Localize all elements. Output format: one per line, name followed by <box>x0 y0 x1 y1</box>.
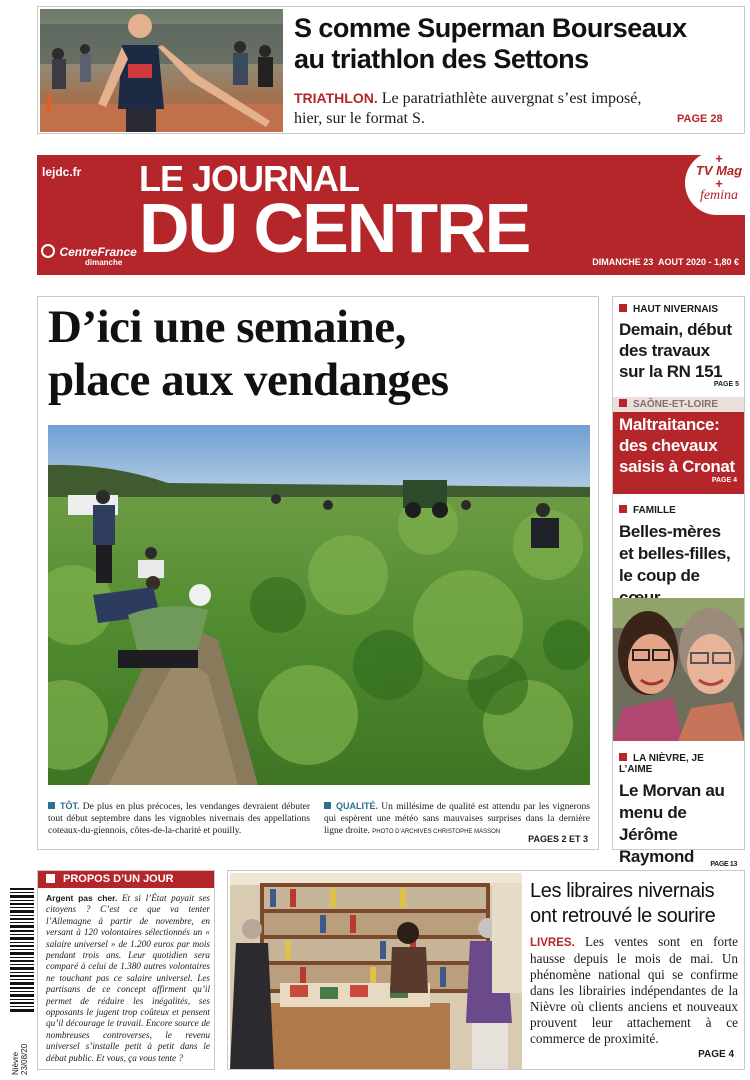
teaser-box[interactable] <box>37 6 745 134</box>
title-line2: DU CENTRE <box>139 189 530 267</box>
cap2-kicker: QUALITÉ. <box>336 801 378 811</box>
triathlete-photo <box>40 9 283 132</box>
libraires-page[interactable]: PAGE 4 <box>698 1049 734 1060</box>
propos-text <box>46 893 210 1064</box>
femina-label: femina <box>699 188 739 203</box>
title-line1: LE JOURNAL <box>139 158 360 199</box>
item2-page: PAGE 4 <box>711 477 737 484</box>
propos-body: Et si l’État payait ses citoyens ? C’est ce que va tenter l’Allemagne à partir de novembre, en versant à 120 volontaires sélectionnés un « salaire universel » de 1.200 euros par mois pendant trois ans. Leur quotidien sera comparé à celui de 1.380 autres volontaires ne touchant pas ce salaire universel. Les partisans de ce concept affirment qu’il permet de réduire les inégalités, ses opposants le jugent trop coûteux et pensent qu’il décourage le travail. Encore source de nombreuses controverses, le revenu universel s’installe petit à petit dans le débat public. Et vous, ça vous tente ? <box>46 893 211 1063</box>
cap1-text: De plus en plus précoces, les vendanges devraient débuter tout début septembre dans les vignobles nivernais des appellations coteaux-du-giennois, côtes-de-la-charité et pouilly. <box>48 802 311 836</box>
bookstore-photo <box>230 873 522 1069</box>
item3-kicker: FAMILLE <box>633 505 676 516</box>
bullet-square-icon <box>619 304 627 312</box>
sidebar-item-2[interactable] <box>613 397 744 494</box>
centrefrance-icon <box>41 244 55 258</box>
bullet-square-icon <box>619 505 627 513</box>
sidebar-item-4[interactable] <box>619 753 739 868</box>
centrefrance-logo <box>41 243 137 267</box>
edition-date: 23/08/20 <box>20 1043 29 1075</box>
bullet-square-icon <box>619 399 627 407</box>
teaser-page[interactable]: PAGE 28 <box>677 113 723 125</box>
teaser-kicker: TRIATHLON. <box>294 90 378 106</box>
plus-2: + <box>715 176 723 191</box>
date-price: DIMANCHE 23 AOUT 2020 - 1,80 € <box>592 257 739 267</box>
plus-1: + <box>715 151 723 166</box>
masthead <box>37 151 745 275</box>
group-name: CentreFrance <box>59 245 137 259</box>
teaser-headline[interactable]: S comme Superman Bourseaux au triathlon des Settons <box>294 13 687 74</box>
item1-headline: Demain, début des travaux sur la RN 151 <box>619 320 732 381</box>
libraires-body: Les ventes sont en forte hausse depuis le mois de mai. Un phénomène national qui se confirme dans les librairies indépendantes de la Nièvre où clients anciens et nouveaux prouvent leur attachement à ce commerce de proximité. <box>530 934 739 1046</box>
edition-label: Nièvre <box>11 1051 20 1075</box>
libraires-kicker: LIVRES. <box>530 937 575 949</box>
item4-page: PAGE 13 <box>710 861 737 868</box>
tv-mag-label: TV Mag <box>695 163 743 178</box>
barcode-labels <box>11 1044 29 1075</box>
lead-pages[interactable]: PAGES 2 ET 3 <box>528 834 588 844</box>
item2-headline: Maltraitance: des chevaux saisis à Cronat <box>619 415 735 476</box>
bullet-square-icon <box>619 753 627 761</box>
libraires-text <box>530 934 738 1047</box>
item2-kicker: SAÔNE-ET-LOIRE <box>633 399 719 410</box>
lead-story[interactable] <box>37 296 599 850</box>
propos-lead: Argent pas cher. <box>46 893 118 903</box>
cap2-text: Un millésime de qualité est attendu par les vignerons qui espèrent une météo sans mauvaises surprises dans la dernière ligne droite. <box>324 802 591 836</box>
item3-headline: Belles-mères et belles-filles, le coup de <box>619 522 731 585</box>
photo-credit: PHOTO D’ARCHIVES CHRISTOPHE MASSON <box>372 829 501 835</box>
item1-page: PAGE 5 <box>713 381 739 388</box>
barcode <box>10 888 34 1023</box>
women-photo <box>613 598 744 741</box>
libraires-box[interactable] <box>227 870 745 1070</box>
vineyard-photo <box>48 425 590 785</box>
caption-bullet-icon <box>324 802 331 809</box>
propos-square-icon <box>46 874 55 883</box>
website-label[interactable]: lejdc.fr <box>42 165 82 179</box>
group-sub: dimanche <box>85 258 123 267</box>
cap1-kicker: TÔT. <box>60 801 80 811</box>
masthead-title[interactable] <box>139 158 599 267</box>
sidebar-item-1[interactable] <box>619 304 739 388</box>
lead-headline[interactable]: D’ici une semaine, place aux vendanges <box>48 301 449 406</box>
item4-headline: Le Morvan au menu de Jérôme Raymond PAGE 13 <box>619 780 739 868</box>
teaser-body: Le paratriathlète auvergnat s’est imposé, hier, sur le format S. <box>294 90 642 127</box>
propos-box[interactable] <box>37 870 215 1070</box>
caption-right <box>324 800 590 838</box>
item1-kicker: HAUT NIVERNAIS <box>633 304 719 315</box>
supplements-badge[interactable] <box>685 151 750 215</box>
item4-kicker: LA NIÈVRE, JE L’AIME <box>619 753 704 775</box>
teaser-text <box>294 88 664 129</box>
caption-bullet-icon <box>48 802 55 809</box>
caption-left <box>48 800 310 837</box>
propos-label: PROPOS D’UN JOUR <box>38 871 214 888</box>
libraires-headline[interactable]: Les libraires nivernais ont retrouvé le sourire <box>530 880 716 927</box>
